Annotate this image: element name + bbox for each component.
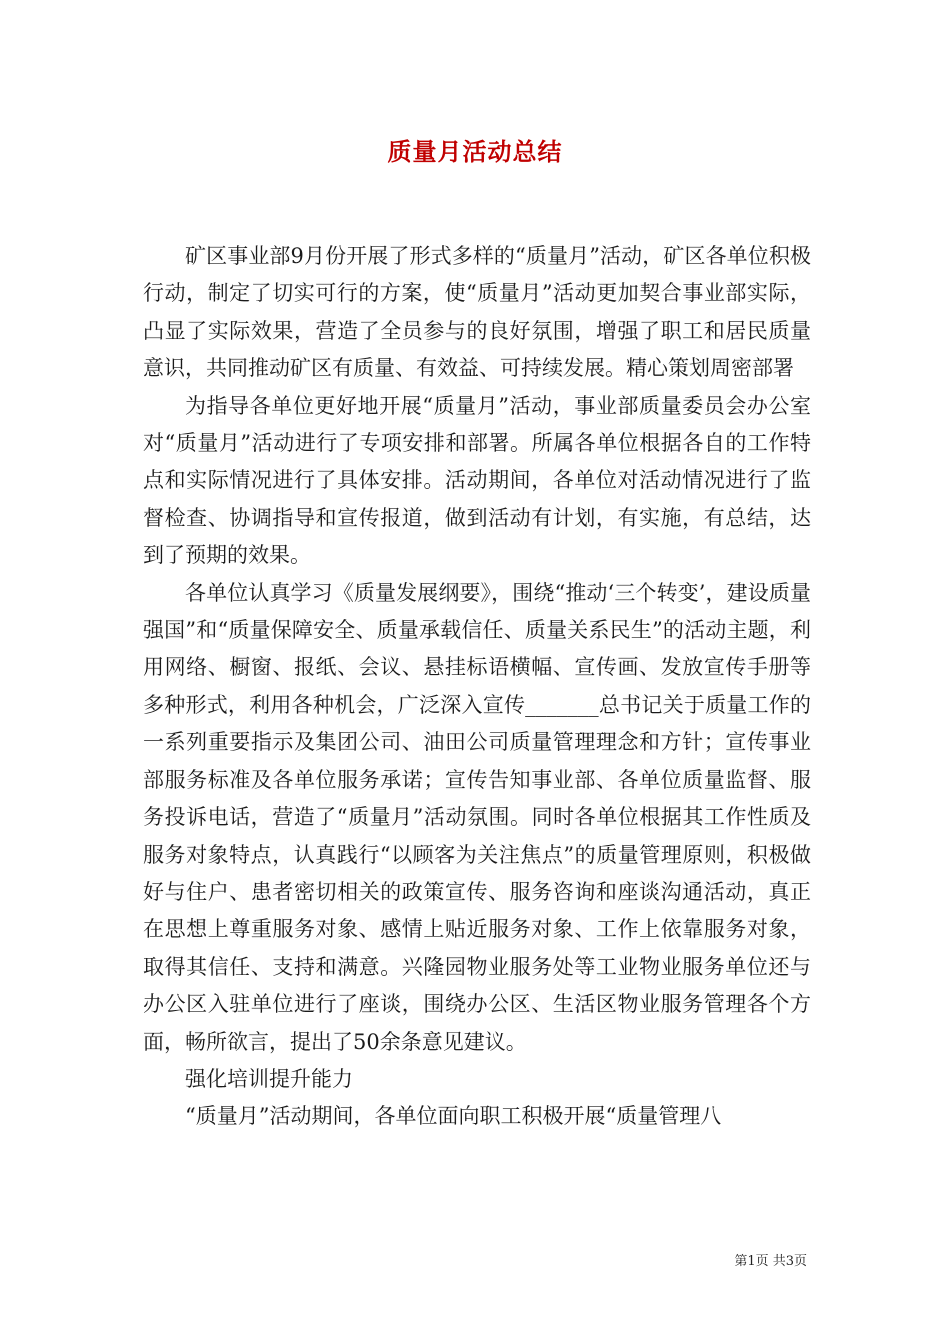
page-title: 质量月活动总结 bbox=[387, 138, 563, 166]
paragraph-intro: 矿区事业部9月份开展了形式多样的“质量月”活动，矿区各单位积极行动，制定了切实可行的方案，使“质量月”活动更加契合事业部实际，凸显了实际效果，营造了全员参与的良好氛围，增强了职工和居民质量意识，共同推动矿区有质量、有效益、可持续发展。精心策划周密部署 bbox=[143, 244, 811, 381]
paragraph-publicity: 各单位认真学习《质量发展纲要》，围绕“推动‘三个转变’，建设质量强国”和“质量保障安全、质量承载信任、质量关系民生”的活动主题，利用网络、橱窗、报纸、会议、悬挂标语横幅、宣传画、发放宣传手册等多种形式，利用各种机会，广泛深入宣传_______总书记关于质量工作的一系列重要指示及集团公司、油田公司质量管理理念和方针；宣传事业部服务标准及各单位服务承诺；宣传告知事业部、各单位质量监督、服务投诉电话，营造了“质量月”活动氛围。同时各单位根据其工作性质及服务对象特点，认真践行“以顾客为关注焦点”的质量管理原则，积极做好与住户、患者密切相关的政策宣传、服务咨询和座谈沟通活动，真正在思想上尊重服务对象、感情上贴近服务对象、工作上依靠服务对象，取得其信任、支持和满意。兴隆园物业服务处等工业物业服务单位还与办公区入驻单位进行了座谈，围绕办公区、生活区物业服务管理各个方面，畅所欲言，提出了50余条意见建议。 bbox=[143, 580, 811, 1054]
document-body bbox=[143, 238, 811, 1136]
paragraph-deployment: 为指导各单位更好地开展“质量月”活动，事业部质量委员会办公室对“质量月”活动进行了专项安排和部署。所属各单位根据各自的工作特点和实际情况进行了具体安排。活动期间，各单位对活动情况进行了监督检查、协调指导和宣传报道，做到活动有计划，有实施，有总结，达到了预期的效果。 bbox=[143, 393, 811, 568]
section-heading-training: 强化培训提升能力 bbox=[185, 1066, 353, 1091]
paragraph-training: “质量月”活动期间，各单位面向职工积极开展“质量管理八 bbox=[185, 1104, 722, 1129]
page-number-footer: 第1页 共3页 bbox=[734, 1254, 807, 1269]
